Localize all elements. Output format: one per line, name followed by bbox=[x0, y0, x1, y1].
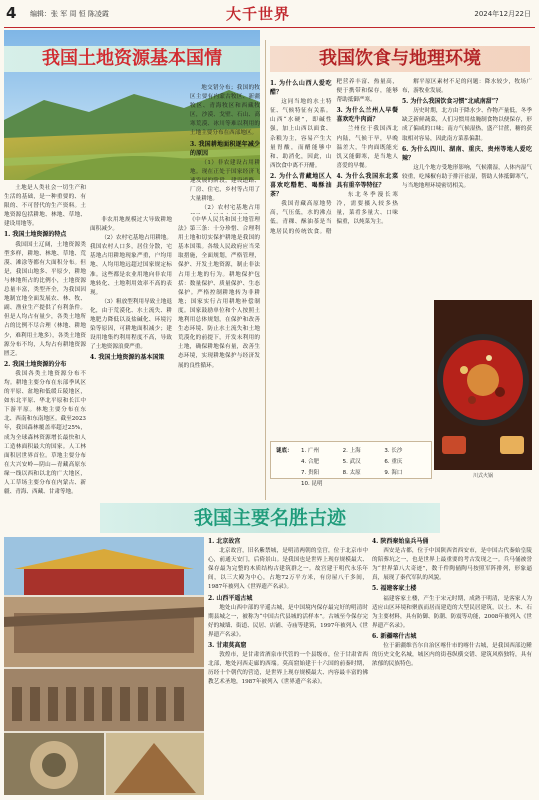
section-title: 大千世界 bbox=[226, 5, 291, 23]
paragraph: 土地是人类社会一切生产和生活的基础，是一种重要的、有限的、不可替代的生产资料。土地资源包括耕地、林地、草地、建设用地等。 bbox=[4, 185, 86, 228]
section-heading: 2. 我国土地资源的分布 bbox=[4, 360, 67, 368]
paragraph: 我国各类土地资源分布不均。耕地主要分布在东部季风区的平原、盆地和低缓丘陵地区，如东北平原、华北平原和长江中下游平原。林地主要分布在东北、西南和东南地区。截至2023年，我国森林覆盖率超过25%，成为全球森林资源增长最快和人工造林面积最大的国家。人工林面积居世界首位。草地主要分布在大兴安岭—阴山—青藏高原东缘一线以西和以北的广大地区，人工草场主要分布在内蒙古、新疆、青海、西藏、甘肃等地。 bbox=[4, 370, 86, 496]
heritage-collage bbox=[4, 537, 204, 795]
paragraph: 位于新疆维吾尔自治区喀什市的喀什古城，是我国西部边陲的历史文化名城，城区内的街巷纵横交错、建筑风格独特，具有浓郁的民族特色。 bbox=[372, 643, 532, 668]
answer-item: 1. 广州 bbox=[301, 448, 319, 454]
paragraph: 地交错分布；我国的牧区主要有内蒙古牧区、新疆牧区、青海牧区和西藏牧区，沙漠、戈壁、石山、高寒荒漠、冰川等难以利用的土地主要分布在西部地区。 bbox=[190, 85, 260, 137]
answer-item: 10. 昆明 bbox=[301, 481, 323, 487]
answer-item: 5. 武汉 bbox=[342, 459, 361, 465]
hotpot-caption: 川式火锅 bbox=[472, 473, 493, 479]
paragraph: 历史时期，北方由于降水少、作物产量低，冬季缺乏新鲜蔬菜，人们习惯用盐腌制食物以便保存，形成了偏咸的口味；南方气候湿热，盛产甘蔗，糖的获取相对容易，因此南方菜系偏甜。 bbox=[402, 108, 532, 142]
hotpot-photo bbox=[434, 300, 532, 470]
paragraph: 非农用地规模过大导致耕地面积减少。 bbox=[90, 217, 172, 233]
answer-item: 9. 海口 bbox=[384, 470, 403, 476]
paragraph: 这同当地的水土特征、气候特征有关系。山西“水硬”，即碱性强，加上山西以面食、杂粮为主，容易产生大量胃酸，而醋能够中和、助消化，因此，山西饮食中离不开醋。 bbox=[270, 99, 332, 169]
article-food-title: 我国饮食与地理环境 bbox=[270, 46, 530, 72]
section-heading: 4. 我国土地资源的基本国策 bbox=[90, 354, 165, 362]
answer-list bbox=[301, 446, 426, 487]
answer-item: 8. 太原 bbox=[342, 470, 361, 476]
page-header bbox=[0, 0, 539, 30]
article-land-col2 bbox=[190, 84, 260, 214]
article-sites-title: 我国主要名胜古迹 bbox=[100, 503, 440, 533]
answer-item: 6. 重庆 bbox=[384, 459, 403, 465]
section-heading: 3. 为什么兰州人早餐喜欢吃牛肉面？ bbox=[336, 107, 398, 124]
paragraph: 敦煌市，是甘肃省酒泉市代管的一个县级市，位于甘肃省西北部，地处河西走廊的西端。莫高窟始建于十六国的前秦时期，历经十个朝代的营造，是世界上现存规模最大、内容最丰富的佛教艺术圣地，1987年被列入《世界遗产名录》。 bbox=[208, 652, 368, 686]
paragraph: （1）非农建设占用耕地。现在正处于国家经济飞速发展的阶段，建设道路、厂房、住宅，乡村等占用了大量耕地。 bbox=[190, 159, 260, 203]
section-heading: 6. 为什么四川、湖南、重庆、贵州等地人爱吃辣？ bbox=[402, 145, 532, 162]
article-food-col2 bbox=[402, 78, 532, 288]
issue-date: 2024年12月22日 bbox=[474, 10, 531, 18]
section-heading: 1. 北京故宫 bbox=[208, 538, 241, 545]
section-heading: 2. 山西平遥古城 bbox=[208, 594, 253, 602]
paragraph: 兰州位于我国西北内陆，气候干旱，早晚温差大，牛肉面既能充饥又能御寒，是当地人喜爱的早餐。 bbox=[336, 126, 398, 169]
column-divider bbox=[265, 40, 266, 500]
article-land-title: 我国土地资源基本国情 bbox=[4, 46, 260, 72]
article-land-col1 bbox=[4, 184, 86, 500]
article-land-col3 bbox=[90, 216, 260, 500]
article-sites-col2 bbox=[372, 536, 532, 798]
paragraph: 这几个地方受地形影响，气候潮湿，人体内湿气较重，吃辣椒有助于排汗祛湿，帮助人体抵御寒气，与当地地理环境密切相关。 bbox=[402, 164, 532, 190]
section-heading: 6. 新疆喀什古城 bbox=[372, 632, 417, 640]
paragraph: 地处山西中部的平遥古城，是中国境内保存最完好的明清时期县城之一，被称为“中国古代县城的活样本”。古城至今保存完好的城墙、街道、民居、店铺、寺庙等建筑，1997年被列入《世界遗产名录》。 bbox=[208, 604, 368, 638]
paragraph: 福建客家土楼，产生于宋元时期，成熟于明清，是客家人为适应山区环境和聚族而居而建造的大型民居建筑，以土、木、石为主要材料，具有防御、防潮、防震等功能，2008年被列入《世界遗产名录》。 bbox=[372, 595, 532, 629]
paragraph: 我国国土辽阔，土地资源类型多样，耕地、林地、草地、荒漠、滩涂等都有大面积分布。但是，我国山地多、平原少，耕地与林地所占的比例小，土地资源总量丰富，类型齐全，为我国因地制宜地全面发展农、林、牧、副、渔业生产提供了有利条件。但是人均占有量少，各类土地所占的比例不尽合理（林地、耕地少，难利用土地多），各类土地资源分布不均，人均占有耕地资源匮乏。 bbox=[4, 241, 86, 357]
answer-item: 3. 长沙 bbox=[384, 448, 403, 454]
paragraph: （2）农村宅基地占用 bbox=[201, 205, 260, 212]
article-food-col1 bbox=[270, 78, 398, 438]
section-heading: 5. 福建客家土楼 bbox=[372, 585, 417, 593]
section-heading: 4. 为什么我国东北菜具有重辛等特征？ bbox=[336, 172, 398, 190]
paragraph: 解平原区素材不足的问题：降水较少，牧场广布，游牧业发展。 bbox=[402, 79, 532, 95]
paragraph: 北京故宫，旧名紫禁城，是明清两朝的皇宫，位于北京市中心，前通天安门，后倚景山。是我国也是世界上现存规模最大、保存最为完整的木质结构古建筑群之一。故宫建于明代永乐年间，以三大殿为中心，占地72万平方米，有房屋八千多间，1987年被列入《世界遗产名录》。 bbox=[208, 548, 368, 591]
section-heading: 1. 我国土地资源的特点 bbox=[4, 231, 67, 239]
answer-item: 2. 上海 bbox=[342, 448, 361, 454]
paragraph: 东北冬季漫长寒冷，需要摄入较多热量，菜肴多量大、口味偏重，以炖菜为主。 bbox=[336, 192, 398, 226]
answer-item: 4. 合肥 bbox=[301, 459, 319, 465]
paragraph: 西安是古都，位于中国陕西省西安市，是中国古代秦始皇陵的陪葬坑之一，也是世界上最重要的考古发现之一。兵马俑被誉为“世界第八大奇迹”，数千件陶俑陶马按照军阵排列，形象逼真，展现了秦代军队的风貌。 bbox=[372, 548, 532, 582]
paragraph: （2）农村宅基地占用耕地。我国农村人口多，居住分散，宅基地占用耕地现象严重，户均用地、人均用地远超过国家规定标准。这些都是农业用地向非农用地转化、土地利用效率不高的表现。 bbox=[90, 235, 172, 296]
answer-box bbox=[270, 441, 432, 487]
answer-item: 7. 贵阳 bbox=[301, 470, 319, 476]
answer-label: 谜底： bbox=[276, 448, 293, 454]
section-heading: 3. 甘肃莫高窟 bbox=[208, 642, 247, 650]
header-rule bbox=[4, 27, 535, 28]
section-heading: 4. 陕西秦始皇兵马俑 bbox=[372, 538, 429, 545]
page-number: 4 bbox=[6, 4, 17, 22]
section-heading: 5. 为什么我国饮食习惯“北咸南甜”？ bbox=[402, 98, 502, 106]
paragraph: 我国青藏高原地势高，气压低，水的沸点低。青稞、酥油茶是当地居民的传统饮食。糌粑营养丰富、热量高，便于携带和保存，能够帮助抵御严寒。 bbox=[270, 79, 398, 235]
section-heading: 2. 为什么青藏地区人喜欢吃糌粑、喝酥油茶？ bbox=[270, 172, 332, 199]
section-heading: 1. 为什么山西人爱吃醋？ bbox=[270, 80, 332, 97]
article-sites-col1 bbox=[208, 536, 368, 798]
section-heading: 3. 我国耕地面积逐年减少的原因 bbox=[190, 140, 260, 157]
paragraph: （3）粗放型利用导致土地退化，由于荒漠化、水土流失、耕地肥力降低以及盐碱化、环境污染等原因，可耕地面积减少；建设用地集约利用程度不高，导致了土地资源浪费严重。 bbox=[90, 298, 172, 351]
editors-line: 编辑：张 军 周 恒 陈凌霞 bbox=[30, 10, 109, 18]
paragraph: 《中华人民共和国土地管理法》第三条：十分珍惜、合理利用土地和切实保护耕地是我国的基本国策。各级人民政府应当采取措施，全面规划，严格管理，保护、开发土地资源，制止非法占用土地的行为。耕地保护包括：数量保护、质量保护、生态保护。严格控制耕地转为非耕地；国家实行占用耕地补偿制度。国家鼓励单位和个人按照土地利用总体规划，在保护和改善生态环境、防止水土流失和土地荒漠化的前提下，开发未利用的土地，确保耕地保有量，改善生态环境，实现耕地保护与经济发展的良性循环。 bbox=[178, 217, 260, 369]
